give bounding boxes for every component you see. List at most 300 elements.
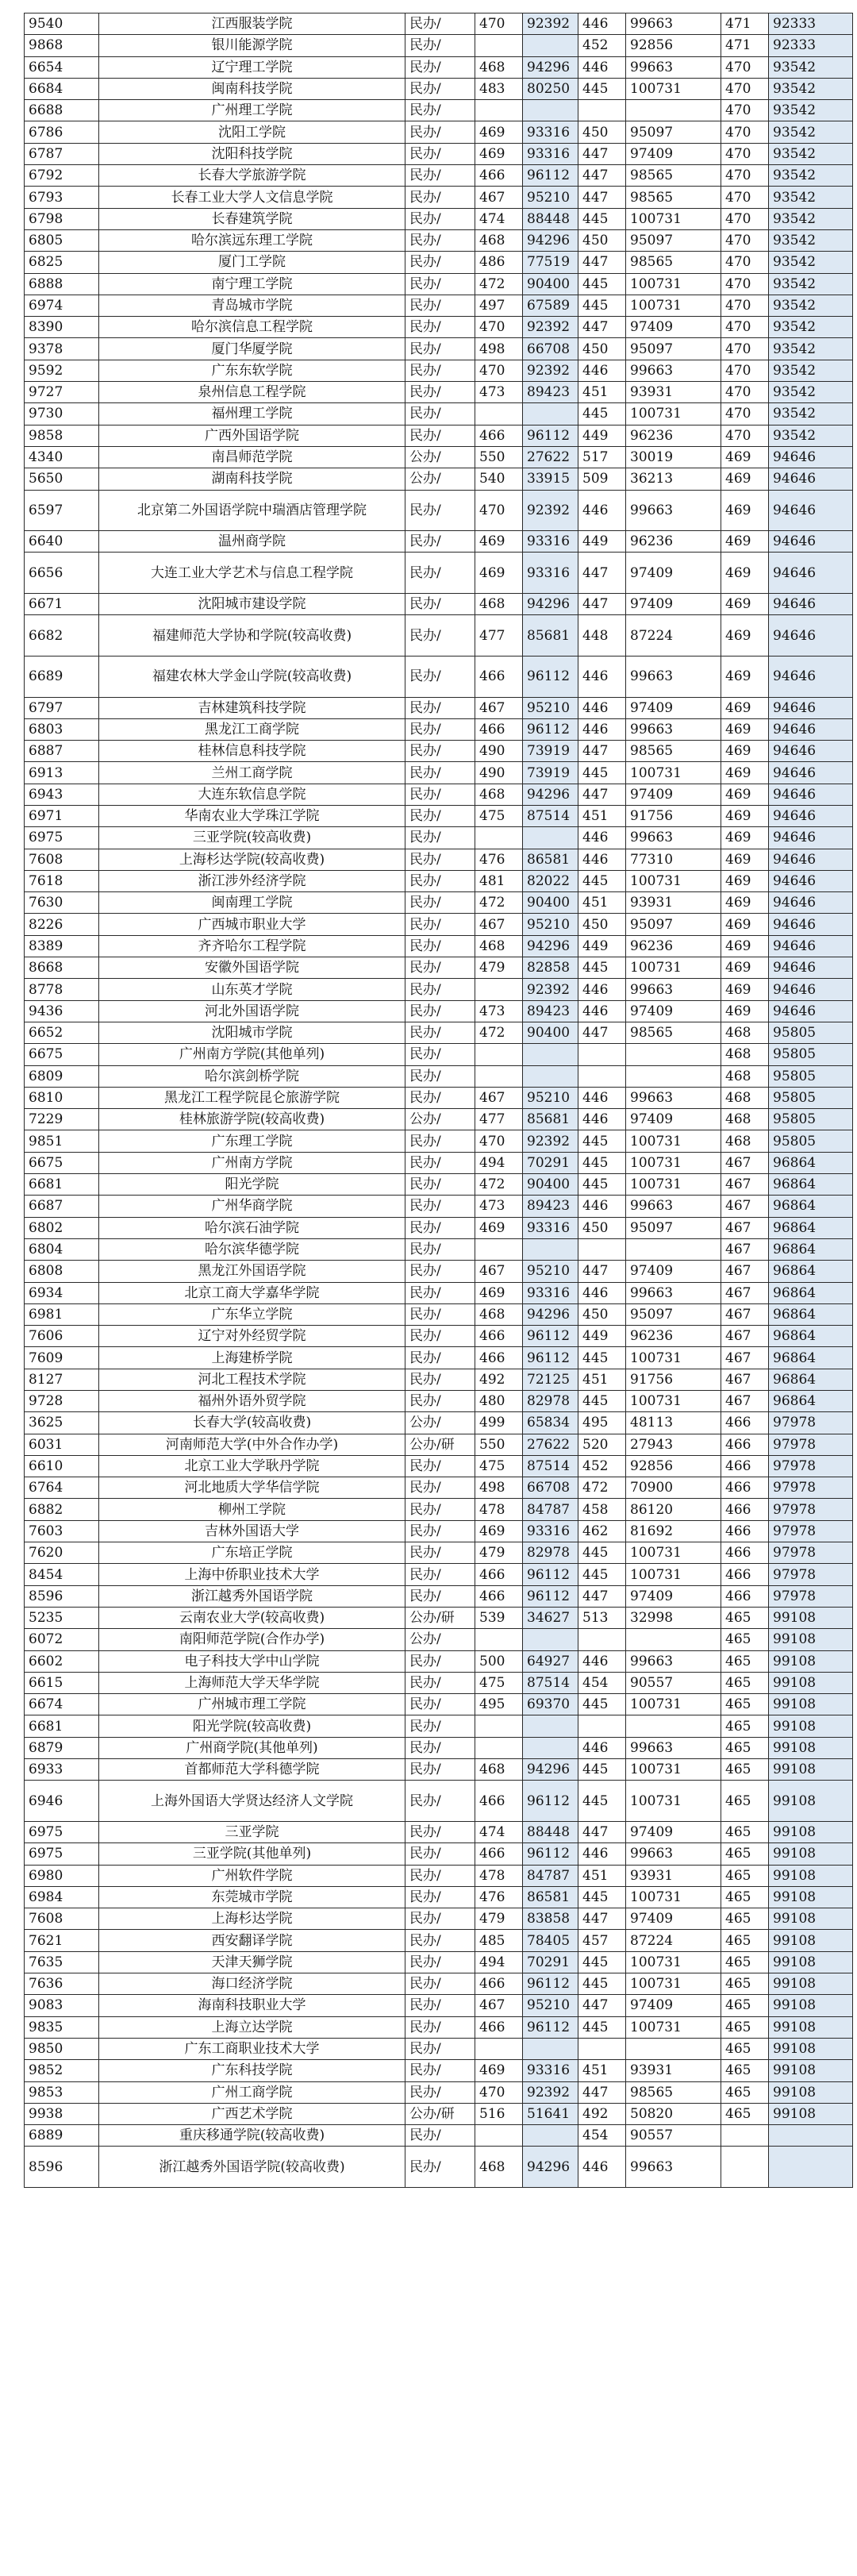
school-type-cell: 民办/ [405,2125,475,2147]
rank-1-cell: 93316 [523,143,578,164]
score-1-cell: 492 [475,1369,523,1390]
table-row [25,762,853,784]
school-name-cell: 桂林旅游学院(较高收费) [99,1109,405,1130]
score-1-cell: 500 [475,1650,523,1672]
rank-1-cell [523,1065,578,1087]
table-row [25,338,853,360]
table-row [25,1347,853,1369]
school-code-cell: 6810 [25,1087,99,1108]
rank-2-cell: 93931 [626,1865,721,1886]
rank-2-cell: 97409 [626,1261,721,1282]
score-3-cell: 469 [721,490,769,531]
school-type-cell: 民办/ [405,1282,475,1303]
table-row [25,1282,853,1303]
rank-2-cell: 99663 [626,1282,721,1303]
table-row [25,957,853,979]
score-3-cell: 469 [721,979,769,1000]
rank-3-cell: 97978 [769,1520,853,1542]
school-type-cell: 民办/ [405,656,475,697]
school-code-cell: 6981 [25,1303,99,1325]
school-code-cell: 6946 [25,1781,99,1822]
rank-2-cell: 92856 [626,35,721,56]
rank-2-cell: 98565 [626,741,721,762]
school-code-cell: 6808 [25,1261,99,1282]
rank-3-cell: 96864 [769,1391,853,1412]
rank-2-cell: 99663 [626,360,721,381]
rank-3-cell: 94646 [769,784,853,805]
school-code-cell: 7620 [25,1542,99,1564]
score-1-cell: 468 [475,229,523,251]
rank-2-cell [626,1629,721,1650]
score-3-cell: 465 [721,2038,769,2059]
score-1-cell: 468 [475,594,523,615]
school-type-cell: 公办/ [405,468,475,490]
rank-3-cell: 94646 [769,957,853,979]
rank-1-cell: 86581 [523,1886,578,1908]
score-1-cell: 466 [475,1843,523,1865]
score-3-cell: 465 [721,1650,769,1672]
school-code-cell: 6675 [25,1044,99,1065]
table-row [25,1174,853,1196]
table-row [25,360,853,381]
rank-3-cell: 96864 [769,1369,853,1390]
rank-3-cell: 94646 [769,914,853,935]
school-name-cell: 广州南方学院(其他单列) [99,1044,405,1065]
rank-1-cell: 96112 [523,656,578,697]
table-row [25,1196,853,1217]
table-row [25,1455,853,1477]
score-2-cell: 457 [578,1930,626,1951]
school-type-cell: 民办/ [405,2060,475,2081]
score-3-cell [721,2125,769,2147]
score-1-cell: 476 [475,849,523,870]
rank-2-cell: 99663 [626,13,721,35]
school-name-cell: 辽宁对外经贸学院 [99,1326,405,1347]
school-name-cell: 哈尔滨信息工程学院 [99,317,405,338]
school-type-cell: 民办/ [405,165,475,187]
rank-3-cell: 93542 [769,78,853,99]
score-1-cell: 479 [475,1908,523,1930]
school-name-cell: 广东东软学院 [99,360,405,381]
rank-3-cell: 94646 [769,656,853,697]
school-code-cell: 6615 [25,1672,99,1693]
table-row [25,1303,853,1325]
table-row [25,1843,853,1865]
school-type-cell: 民办/ [405,914,475,935]
table-row [25,1391,853,1412]
school-type-cell: 民办/ [405,718,475,740]
score-1-cell: 550 [475,1434,523,1455]
rank-2-cell: 100731 [626,1951,721,1973]
school-code-cell: 9850 [25,2038,99,2059]
school-name-cell: 吉林外国语大学 [99,1520,405,1542]
score-3-cell: 469 [721,594,769,615]
score-3-cell: 467 [721,1391,769,1412]
school-name-cell: 浙江越秀外国语学院(较高收费) [99,2147,405,2188]
rank-2-cell: 99663 [626,1650,721,1672]
school-name-cell: 电子科技大学中山学院 [99,1650,405,1672]
table-row [25,697,853,718]
rank-2-cell: 100731 [626,1347,721,1369]
rank-2-cell: 48113 [626,1412,721,1434]
rank-3-cell: 99108 [769,2103,853,2124]
school-type-cell: 民办/ [405,425,475,446]
school-name-cell: 长春大学(较高收费) [99,1412,405,1434]
score-2-cell: 446 [578,490,626,531]
rank-1-cell: 96112 [523,718,578,740]
school-name-cell: 广州南方学院 [99,1152,405,1173]
rank-2-cell: 100731 [626,1152,721,1173]
school-type-cell: 公办/ [405,1412,475,1434]
rank-3-cell: 99108 [769,1865,853,1886]
school-type-cell: 公办/研 [405,1607,475,1628]
school-name-cell: 上海师范大学天华学院 [99,1672,405,1693]
rank-1-cell: 85681 [523,1109,578,1130]
rank-3-cell: 99108 [769,1672,853,1693]
rank-2-cell: 97409 [626,1585,721,1607]
rank-2-cell [626,100,721,121]
school-code-cell: 6764 [25,1477,99,1499]
table-row [25,1951,853,1973]
table-row [25,531,853,553]
rank-1-cell: 90400 [523,273,578,295]
school-name-cell: 广西外国语学院 [99,425,405,446]
score-3-cell: 465 [721,2016,769,2038]
score-3-cell: 470 [721,295,769,316]
table-row [25,425,853,446]
school-type-cell: 民办/ [405,1326,475,1347]
rank-1-cell: 88448 [523,1821,578,1842]
score-3-cell: 467 [721,1347,769,1369]
score-3-cell: 466 [721,1585,769,1607]
school-type-cell: 民办/ [405,2081,475,2103]
score-2-cell: 450 [578,1217,626,1238]
school-type-cell: 民办/ [405,56,475,78]
school-type-cell: 民办/ [405,382,475,403]
score-1-cell: 467 [475,187,523,208]
school-code-cell: 6889 [25,2125,99,2147]
table-row [25,446,853,468]
table-row [25,490,853,531]
school-type-cell: 民办/ [405,252,475,273]
score-3-cell: 469 [721,957,769,979]
rank-1-cell: 85681 [523,615,578,657]
table-row [25,1412,853,1434]
rank-3-cell: 94646 [769,718,853,740]
rank-3-cell: 93542 [769,100,853,121]
rank-1-cell: 87514 [523,1672,578,1693]
score-3-cell: 470 [721,252,769,273]
table-row [25,1044,853,1065]
rank-3-cell: 94646 [769,594,853,615]
table-row [25,1607,853,1628]
school-code-cell: 8668 [25,957,99,979]
rank-1-cell: 92392 [523,360,578,381]
score-1-cell: 474 [475,1821,523,1842]
score-2-cell: 492 [578,2103,626,2124]
score-2-cell: 447 [578,165,626,187]
score-3-cell: 465 [721,1694,769,1715]
school-type-cell: 民办/ [405,13,475,35]
table-row [25,656,853,697]
score-3-cell: 469 [721,914,769,935]
school-name-cell: 兰州工商学院 [99,762,405,784]
rank-3-cell: 94646 [769,615,853,657]
score-2-cell: 445 [578,2016,626,2038]
rank-1-cell: 82978 [523,1391,578,1412]
school-type-cell: 民办/ [405,1520,475,1542]
score-2-cell: 445 [578,273,626,295]
rank-3-cell: 99108 [769,1650,853,1672]
score-1-cell: 490 [475,741,523,762]
score-2-cell: 450 [578,121,626,143]
rank-3-cell: 99108 [769,1886,853,1908]
school-name-cell: 闽南科技学院 [99,78,405,99]
rank-1-cell: 96112 [523,1564,578,1585]
rank-3-cell: 97978 [769,1412,853,1434]
rank-3-cell: 93542 [769,317,853,338]
score-2-cell: 495 [578,1412,626,1434]
score-1-cell: 516 [475,2103,523,2124]
school-type-cell: 民办/ [405,741,475,762]
rank-2-cell: 70900 [626,1477,721,1499]
school-type-cell: 民办/ [405,35,475,56]
rank-3-cell: 96864 [769,1238,853,1260]
school-name-cell: 三亚学院(其他单列) [99,1843,405,1865]
score-2-cell: 447 [578,187,626,208]
rank-1-cell: 92392 [523,490,578,531]
score-1-cell: 472 [475,273,523,295]
score-3-cell: 465 [721,1995,769,2016]
score-1-cell: 469 [475,1282,523,1303]
school-code-cell: 6684 [25,78,99,99]
rank-2-cell: 97409 [626,1109,721,1130]
school-type-cell: 民办/ [405,1391,475,1412]
score-1-cell: 466 [475,1585,523,1607]
school-code-cell: 8226 [25,914,99,935]
rank-3-cell [769,2147,853,2188]
score-1-cell: 467 [475,1261,523,1282]
school-type-cell: 民办/ [405,1672,475,1693]
school-code-cell: 6975 [25,1843,99,1865]
rank-2-cell: 32998 [626,1607,721,1628]
school-type-cell: 民办/ [405,317,475,338]
score-3-cell: 470 [721,165,769,187]
score-2-cell: 452 [578,1455,626,1477]
rank-1-cell: 72125 [523,1369,578,1390]
rank-2-cell: 95097 [626,121,721,143]
rank-1-cell: 93316 [523,121,578,143]
rank-3-cell: 99108 [769,1930,853,1951]
school-code-cell: 6802 [25,1217,99,1238]
score-3-cell: 466 [721,1412,769,1434]
school-type-cell: 民办/ [405,1196,475,1217]
rank-1-cell: 92392 [523,979,578,1000]
score-2-cell: 445 [578,957,626,979]
school-type-cell: 民办/ [405,1261,475,1282]
score-3-cell: 469 [721,741,769,762]
rank-2-cell: 99663 [626,656,721,697]
score-1-cell: 477 [475,1109,523,1130]
rank-2-cell: 50820 [626,2103,721,2124]
rank-1-cell: 90400 [523,892,578,914]
table-row [25,56,853,78]
rank-3-cell: 96864 [769,1174,853,1196]
score-1-cell: 494 [475,1951,523,1973]
school-type-cell: 民办/ [405,1130,475,1152]
school-type-cell: 民办/ [405,1022,475,1043]
score-2-cell: 451 [578,382,626,403]
table-row [25,741,853,762]
rank-2-cell: 97409 [626,697,721,718]
table-row [25,273,853,295]
rank-3-cell: 96864 [769,1196,853,1217]
score-3-cell: 468 [721,1109,769,1130]
school-type-cell: 民办/ [405,1174,475,1196]
school-type-cell: 民办/ [405,594,475,615]
school-code-cell: 6825 [25,252,99,273]
score-3-cell: 471 [721,13,769,35]
school-code-cell: 8596 [25,2147,99,2188]
score-2-cell: 445 [578,1973,626,1995]
rank-3-cell: 93542 [769,143,853,164]
score-3-cell: 470 [721,229,769,251]
rank-2-cell [626,1238,721,1260]
school-code-cell: 6674 [25,1694,99,1715]
rank-3-cell: 93542 [769,360,853,381]
table-row [25,1585,853,1607]
rank-3-cell: 94646 [769,849,853,870]
rank-3-cell: 96864 [769,1261,853,1282]
rank-1-cell: 92392 [523,317,578,338]
school-name-cell: 温州商学院 [99,531,405,553]
table-row [25,1930,853,1951]
table-row [25,1781,853,1822]
school-name-cell: 江西服装学院 [99,13,405,35]
rank-2-cell: 100731 [626,762,721,784]
rank-1-cell: 95210 [523,914,578,935]
rank-3-cell: 92333 [769,13,853,35]
score-2-cell: 450 [578,229,626,251]
school-type-cell: 民办/ [405,1065,475,1087]
school-type-cell: 民办/ [405,1930,475,1951]
rank-3-cell: 97978 [769,1477,853,1499]
score-2-cell: 445 [578,1174,626,1196]
rank-3-cell: 94646 [769,1000,853,1022]
score-2-cell: 445 [578,1542,626,1564]
rank-1-cell: 80250 [523,78,578,99]
table-row [25,1217,853,1238]
rank-3-cell: 96864 [769,1326,853,1347]
school-type-cell: 民办/ [405,143,475,164]
school-name-cell: 上海杉达学院(较高收费) [99,849,405,870]
school-name-cell: 黑龙江工程学院昆仑旅游学院 [99,1087,405,1108]
score-3-cell: 469 [721,553,769,594]
rank-3-cell: 94646 [769,553,853,594]
score-2-cell [578,2038,626,2059]
score-1-cell: 466 [475,165,523,187]
rank-2-cell: 99663 [626,1843,721,1865]
school-name-cell: 沈阳城市建设学院 [99,594,405,615]
table-row [25,1694,853,1715]
table-row [25,187,853,208]
rank-1-cell: 70291 [523,1951,578,1973]
score-3-cell: 469 [721,870,769,891]
school-type-cell: 民办/ [405,1973,475,1995]
score-2-cell: 449 [578,425,626,446]
score-3-cell: 466 [721,1564,769,1585]
rank-2-cell: 96236 [626,1326,721,1347]
table-row [25,165,853,187]
school-type-cell: 民办/ [405,1564,475,1585]
rank-3-cell: 94646 [769,762,853,784]
rank-3-cell: 93542 [769,425,853,446]
table-row [25,2016,853,2038]
school-type-cell: 民办/ [405,553,475,594]
school-name-cell: 辽宁理工学院 [99,56,405,78]
school-type-cell: 民办/ [405,403,475,425]
score-2-cell: 451 [578,2060,626,2081]
school-code-cell: 3625 [25,1412,99,1434]
school-code-cell: 6031 [25,1434,99,1455]
rank-2-cell: 81692 [626,1520,721,1542]
school-code-cell: 9378 [25,338,99,360]
rank-1-cell: 96112 [523,165,578,187]
school-name-cell: 广州商学院(其他单列) [99,1737,405,1758]
score-3-cell: 469 [721,935,769,957]
school-type-cell: 民办/ [405,1585,475,1607]
score-3-cell: 467 [721,1196,769,1217]
rank-1-cell: 96112 [523,1585,578,1607]
score-3-cell: 465 [721,1930,769,1951]
rank-2-cell: 100731 [626,1130,721,1152]
school-code-cell: 6797 [25,697,99,718]
score-1-cell: 473 [475,1196,523,1217]
school-name-cell: 福建师范大学协和学院(较高收费) [99,615,405,657]
table-row [25,121,853,143]
school-code-cell: 6675 [25,1152,99,1173]
score-1-cell: 466 [475,1347,523,1369]
score-2-cell: 513 [578,1607,626,1628]
school-code-cell: 6805 [25,229,99,251]
score-1-cell [475,1629,523,1650]
school-name-cell: 长春大学旅游学院 [99,165,405,187]
table-row [25,594,853,615]
school-type-cell: 民办/ [405,1369,475,1390]
rank-1-cell: 96112 [523,425,578,446]
score-3-cell: 471 [721,35,769,56]
score-1-cell: 469 [475,553,523,594]
score-2-cell: 446 [578,56,626,78]
score-3-cell: 465 [721,1715,769,1737]
school-code-cell: 9868 [25,35,99,56]
score-2-cell [578,1044,626,1065]
school-type-cell: 民办/ [405,1951,475,1973]
rank-2-cell: 99663 [626,490,721,531]
school-type-cell: 民办/ [405,957,475,979]
score-1-cell: 498 [475,1477,523,1499]
school-name-cell: 山东英才学院 [99,979,405,1000]
score-3-cell: 469 [721,468,769,490]
score-2-cell: 450 [578,914,626,935]
score-2-cell: 445 [578,403,626,425]
rank-3-cell [769,2125,853,2147]
rank-1-cell: 65834 [523,1412,578,1434]
score-3-cell: 470 [721,78,769,99]
rank-3-cell: 95805 [769,1044,853,1065]
rank-1-cell: 83858 [523,1908,578,1930]
school-name-cell: 天津天狮学院 [99,1951,405,1973]
